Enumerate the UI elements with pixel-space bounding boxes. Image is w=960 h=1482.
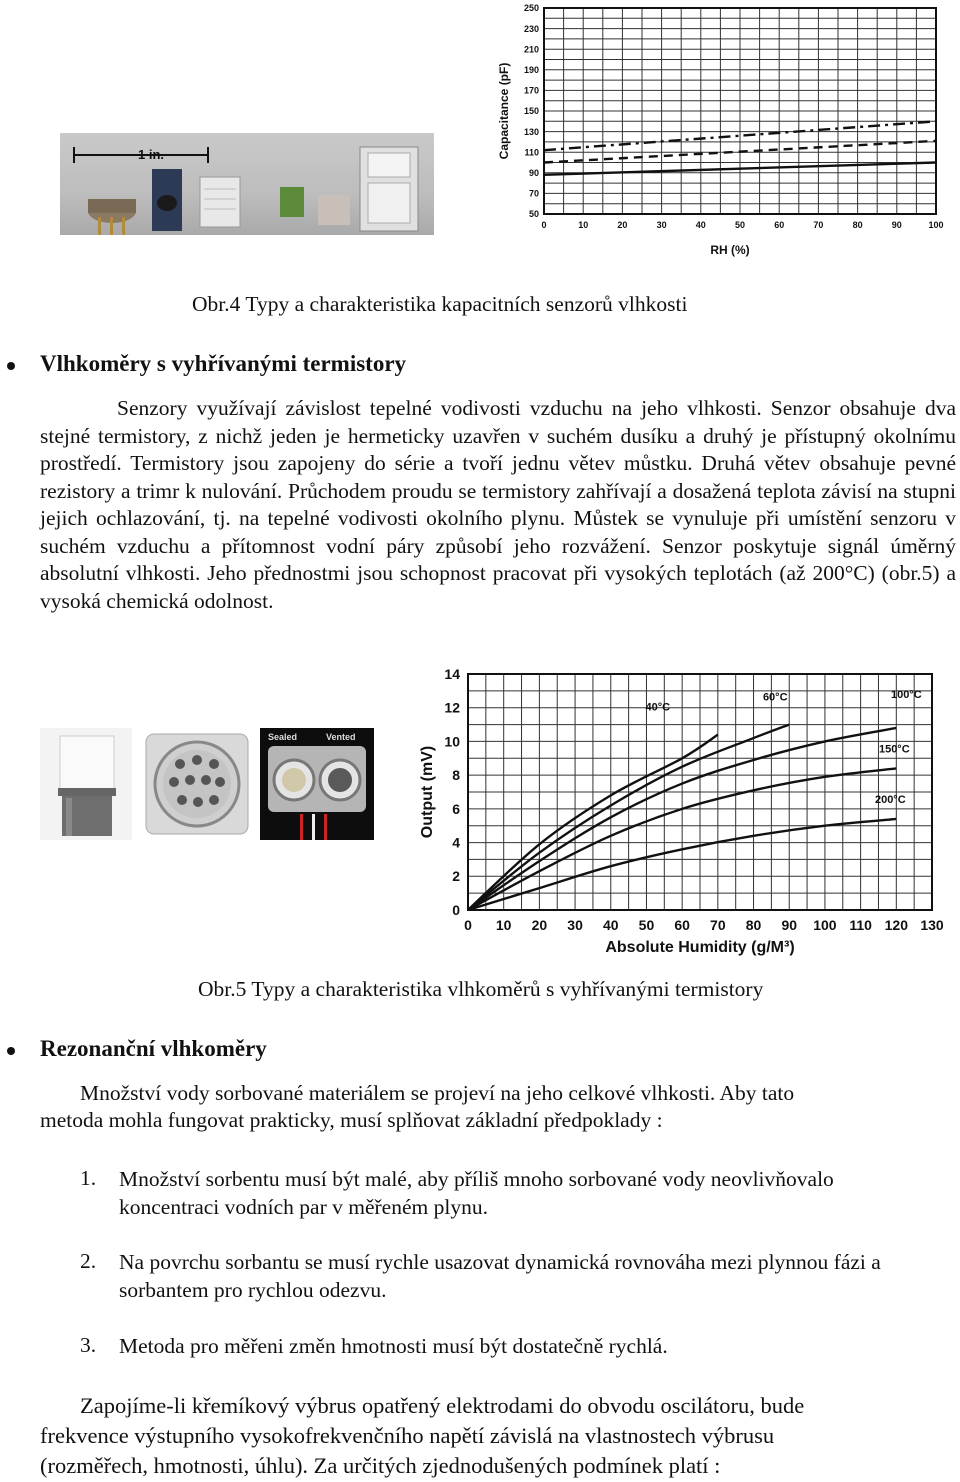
y-tick-label: 4 xyxy=(452,834,460,851)
y-tick-label: 150 xyxy=(523,106,539,117)
x-tick-label: 70 xyxy=(813,220,824,230)
x-tick-label: 90 xyxy=(891,220,902,230)
list-item-number: 2. xyxy=(80,1249,97,1273)
y-tick-label: 90 xyxy=(528,167,539,178)
series-label: 200°C xyxy=(874,793,906,806)
y-tick-label: 130 xyxy=(523,126,539,137)
x-tick-label: 10 xyxy=(495,917,512,933)
section-heading-thermistor: Vlhkoměry s vyhřívanými termistory xyxy=(40,351,407,376)
vented-label: Vented xyxy=(326,732,356,742)
list-item-text: Množství sorbentu musí být malé, aby příliš mnoho sorbované vody neovlivňovalo koncentraci vodních par v měřeném plynu. xyxy=(119,1167,834,1219)
capacitive-sensors-photo xyxy=(60,133,434,235)
x-axis-label: RH (%) xyxy=(710,243,750,257)
x-tick-label: 50 xyxy=(638,917,655,933)
y-axis-label: Output (mV) xyxy=(419,745,436,839)
x-tick-label: 60 xyxy=(774,220,785,230)
bullet-icon xyxy=(7,362,15,370)
bullet-icon xyxy=(7,1047,15,1055)
x-tick-label: 60 xyxy=(674,917,690,933)
x-tick-label: 50 xyxy=(734,220,746,230)
series-label: 60°C xyxy=(762,691,788,704)
y-tick-label: 14 xyxy=(444,665,460,682)
y-axis-label: Capacitance (pF) xyxy=(497,62,511,160)
thermistor-paragraph: Senzory využívají závislost tepelné vodivosti vzduchu na jeho vlhkosti. Senzor obsahuje dva stejné termistory, z nichž jeden je hermeticky uzavřen v suchém dusíku a druhý je přístupný okolnímu prostředí. Termistory jsou zapojeny do série a tvoří jednu větev můstku. Druhá větev obsahuje pevné rezistory a trimr k nulování. Průchodem proudu se termistory zahřívají a dosažená teplota závisí na stupni jejich ochlazování, tj. na tepelné vodivosti okolního plynu. Můstek se vynuluje při umístění senzoru v suchém vzduchu a přítomnost vodní páry způsobí jeho rozvážení. Senzor poskytuje signál úměrný absolutní vlhkosti. Jeho přednostmi jsou schopnost pracovat při vysokých teplotách (až 200°C) (obr.5) a vysoká chemická odolnost. xyxy=(40,396,956,613)
y-tick-label: 70 xyxy=(528,188,539,199)
x-tick-label: 40 xyxy=(695,220,706,230)
section-heading-resonant: Rezonanční vlhkoměry xyxy=(40,1036,267,1061)
oscillator-line-2: frekvence výstupního vysokofrekvenčního napětí závislá na vlastnostech výbrusu xyxy=(40,1423,775,1448)
figure-4-caption: Obr.4 Typy a charakteristika kapacitních senzorů vlhkosti xyxy=(192,292,688,316)
list-item-text: Metoda pro měřeni změn hmotnosti musí být dostatečně rychlá. xyxy=(119,1334,668,1358)
x-tick-label: 90 xyxy=(781,917,798,933)
sealed-label: Sealed xyxy=(268,732,298,742)
series-label: 40°C xyxy=(645,701,671,714)
list-item-number: 3. xyxy=(80,1333,97,1357)
y-tick-label: 190 xyxy=(523,64,539,75)
x-tick-label: 20 xyxy=(531,917,548,933)
y-tick-label: 0 xyxy=(452,901,460,918)
oscillator-line-3: (rozměřech, hmotnosti, úhlu). Za určitých zjednodušených podmínek platí : xyxy=(40,1453,721,1478)
y-tick-label: 10 xyxy=(444,733,460,750)
figure-5-caption: Obr.5 Typy a charakteristika vlhkoměrů s vyhřívanými termistory xyxy=(198,977,764,1001)
x-tick-label: 30 xyxy=(656,220,667,230)
x-tick-label: 80 xyxy=(745,917,762,933)
x-tick-label: 30 xyxy=(567,917,583,933)
series-label: 100°C xyxy=(890,688,922,701)
output-humidity-chart xyxy=(410,662,950,972)
thermistor-sensor-photo-1 xyxy=(40,728,132,840)
resonant-intro-line-2: metoda mohla fungovat prakticky, musí splňovat základní předpoklady : xyxy=(40,1108,663,1132)
y-tick-label: 250 xyxy=(523,3,539,14)
thermistor-sensor-photo-2 xyxy=(140,728,254,840)
y-tick-label: 8 xyxy=(452,767,460,784)
x-tick-label: 0 xyxy=(541,220,547,230)
x-tick-label: 100 xyxy=(928,220,944,230)
x-tick-label: 0 xyxy=(464,917,472,933)
list-item-text: Na povrchu sorbantu se musí rychle usazovat dynamická rovnováha mezi plynnou fázi a sorbantem pro rychlou odezvu. xyxy=(119,1250,881,1302)
x-axis-label: Absolute Humidity (g/M³) xyxy=(605,939,795,956)
photo-scale-label: 1 in. xyxy=(138,147,165,162)
x-tick-label: 70 xyxy=(710,917,726,933)
y-tick-label: 12 xyxy=(444,699,460,716)
x-tick-label: 130 xyxy=(920,917,944,933)
x-tick-label: 80 xyxy=(852,220,863,230)
sealed-vented-thermistor-photo xyxy=(260,728,374,840)
y-tick-label: 50 xyxy=(528,209,539,220)
series-label: 150°C xyxy=(878,743,910,756)
y-tick-label: 230 xyxy=(523,23,539,34)
x-tick-label: 100 xyxy=(813,917,837,933)
y-tick-label: 6 xyxy=(452,800,460,817)
y-tick-label: 210 xyxy=(523,44,539,55)
resonant-intro-line-1: Množství vody sorbované materiálem se projeví na jeho celkové vlhkosti. Aby tato xyxy=(80,1081,795,1105)
list-item-number: 1. xyxy=(80,1166,97,1190)
x-tick-label: 20 xyxy=(617,220,628,230)
y-tick-label: 2 xyxy=(452,868,460,885)
y-tick-label: 170 xyxy=(523,85,539,96)
y-tick-label: 110 xyxy=(524,147,539,158)
x-tick-label: 110 xyxy=(849,917,872,933)
oscillator-line-1: Zapojíme-li křemíkový výbrus opatřený elektrodami do obvodu oscilátoru, bude xyxy=(80,1393,805,1418)
x-tick-label: 40 xyxy=(602,917,619,933)
x-tick-label: 120 xyxy=(884,917,908,933)
capacitance-chart xyxy=(490,0,960,270)
x-tick-label: 10 xyxy=(578,220,589,230)
